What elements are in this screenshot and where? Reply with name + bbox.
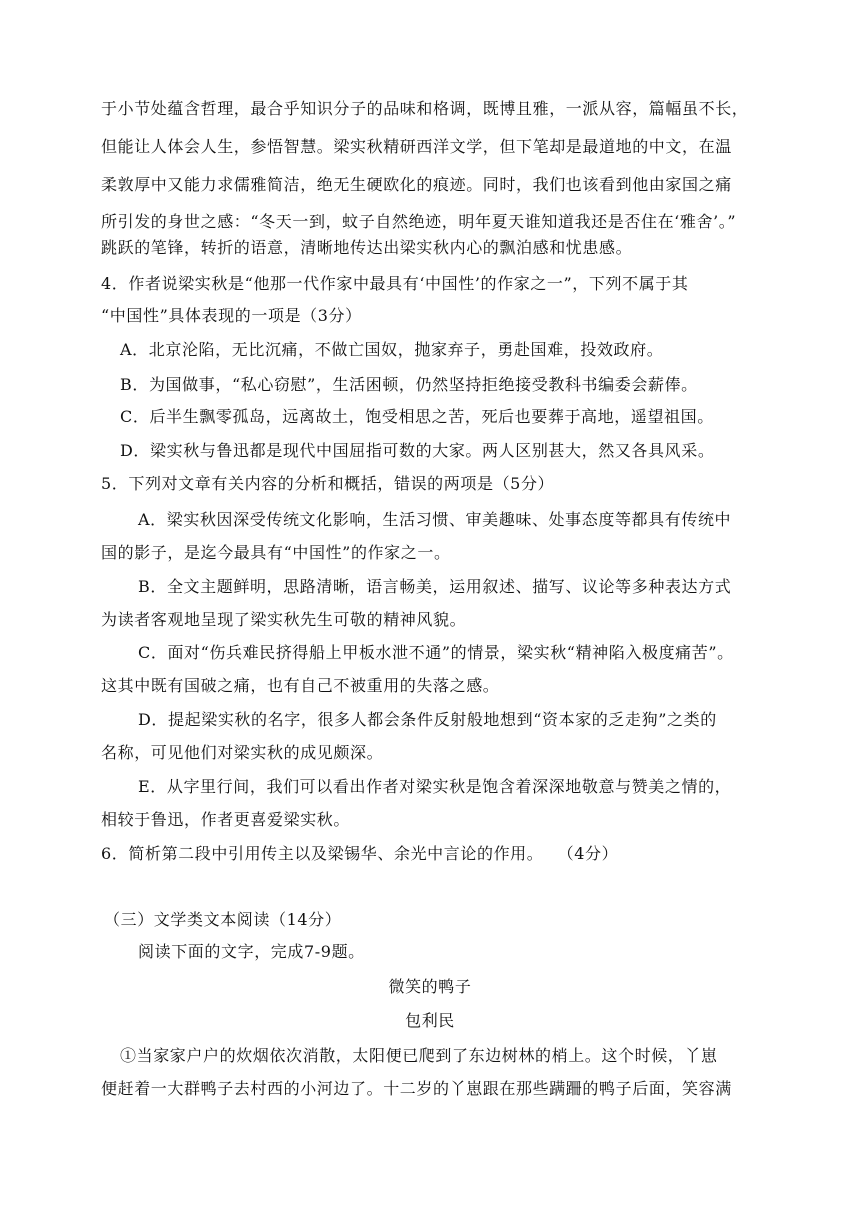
question-5-option-d: D．提起梁实秋的名字，很多人都会条件反射般地想到“资本家的乏走狗”之类的 xyxy=(138,710,717,729)
question-5-option-e-cont: 相较于鲁迅，作者更喜爱梁实秋。 xyxy=(101,810,351,829)
question-4-stem: “中国性”具体表现的一项是（3分） xyxy=(101,306,362,325)
question-4-option-c: C．后半生飘零孤岛，远离故土，饱受相思之苦，死后也要葬于高地，遥望祖国。 xyxy=(120,407,714,426)
story-paragraph-line: ①当家家户户的炊烟依次消散，太阳便已爬到了东边树林的梢上。这个时候，丫崽 xyxy=(120,1046,718,1065)
question-5-option-a-cont: 国的影子，是迄今最具有“中国性”的作家之一。 xyxy=(101,543,451,562)
story-title: 微笑的鸭子 xyxy=(388,977,472,996)
section-heading: （三）文学类文本阅读（14分） xyxy=(104,910,342,929)
question-5-option-a: A．梁实秋因深受传统文化影响，生活习惯、审美趣味、处事态度等都具有传统中 xyxy=(138,510,732,529)
intro-line: 于小节处蕴含哲理，最合乎知识分子的品味和格调，既博且雅，一派从容，篇幅虽不长， xyxy=(101,99,749,118)
intro-line: 但能让人体会人生，参悟智慧。梁实秋精研西洋文学，但下笔却是最道地的中文，在温 xyxy=(101,137,732,156)
story-paragraph-line: 便赶着一大群鸭子去村西的小河边了。十二岁的丫崽跟在那些蹒跚的鸭子后面，笑容满 xyxy=(101,1079,732,1098)
story-author: 包利民 xyxy=(405,1011,455,1030)
intro-line: 所引发的身世之感：“冬天一到，蚊子自然绝迹，明年夏天谁知道我还是否住在‘雅舍’。” xyxy=(101,212,737,231)
question-4-option-d: D．梁实秋与鲁迅都是现代中国屈指可数的大家。两人区别甚大，然又各具风采。 xyxy=(120,441,715,460)
question-5-stem: 5．下列对文章有关内容的分析和概括，错误的两项是（5分） xyxy=(101,474,555,493)
question-5-option-c-cont: 这其中既有国破之痛，也有自己不被重用的失落之感。 xyxy=(101,676,500,695)
question-5-option-b-cont: 为读者客观地呈现了梁实秋先生可敬的精神风貌。 xyxy=(101,610,467,629)
question-5-option-b: B．全文主题鲜明，思路清晰，语言畅美，运用叙述、描写、议论等多种表达方式 xyxy=(138,577,732,596)
intro-line: 柔敦厚中又能力求儒雅简洁，绝无生硬欧化的痕迹。同时，我们也该看到他由家国之痛 xyxy=(101,175,732,194)
intro-line: 跳跃的笔锋，转折的语意，清晰地传达出梁实秋内心的飘泊感和忧患感。 xyxy=(101,238,633,257)
question-5-option-d-cont: 名称，可见他们对梁实秋的成见颇深。 xyxy=(101,743,384,762)
question-5-option-c: C．面对“伤兵难民挤得船上甲板水泄不通”的情景，梁实秋“精神陷入极度痛苦”。 xyxy=(138,643,734,662)
question-4-option-b: B．为国做事，“私心窃慰”，生活困顿，仍然坚持拒绝接受教科书编委会薪俸。 xyxy=(120,375,698,394)
question-4-stem: 4．作者说梁实秋是“他那一代作家中最具有‘中国性’的作家之一”，下列不属于其 xyxy=(101,274,689,293)
question-5-option-e: E．从字里行间，我们可以看出作者对梁实秋是饱含着深深地敬意与赞美之情的， xyxy=(138,777,732,796)
question-4-option-a: A．北京沦陷，无比沉痛，不做亡国奴，抛家弃子，勇赴国难，投效政府。 xyxy=(120,340,664,359)
question-6: 6．简析第二段中引用传主以及梁锡华、余光中言论的作用。 （4分） xyxy=(101,844,619,863)
reading-instruction: 阅读下面的文字，完成7-9题。 xyxy=(138,942,365,961)
